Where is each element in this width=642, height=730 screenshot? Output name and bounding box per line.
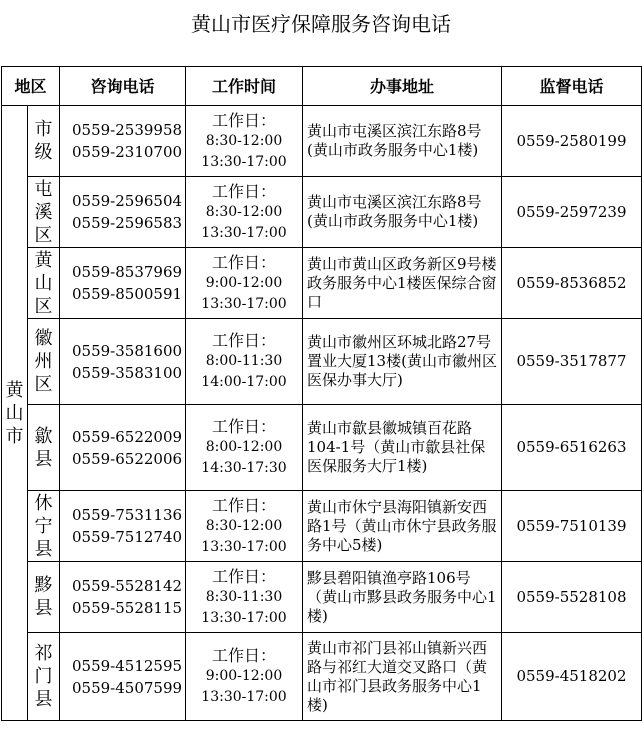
phone-number: 0559-4512595	[72, 656, 183, 675]
hours-morning: 8:30-11:30	[205, 588, 283, 605]
header-phone: 咨询电话	[60, 67, 186, 106]
table-row	[2, 405, 642, 491]
phone-number: 0559-2596583	[72, 214, 183, 232]
phone-number: 0559-2310700	[72, 143, 183, 161]
phone-number: 0559-4507599	[72, 678, 183, 697]
hours-afternoon: 13:30-17:00	[201, 538, 287, 555]
district-cell	[28, 491, 60, 562]
address-cell: 黄山市屯溪区滨江东路8号(黄山市政务服务中心1楼)	[303, 106, 502, 177]
district-cell	[28, 405, 60, 491]
hours-cell	[186, 491, 303, 562]
table-row	[2, 562, 642, 633]
address-cell: 黄山市休宁县海阳镇新安西路1号（黄山市休宁县政务服务中心5楼)	[303, 491, 502, 562]
page-title: 黄山市医疗保障服务咨询电话	[191, 12, 451, 36]
table-row	[2, 319, 642, 405]
hours-morning: 9:00-12:00	[205, 668, 283, 684]
hours-label: 工作日：	[211, 252, 276, 272]
table-row	[2, 177, 642, 248]
phone-number: 0559-8500591	[72, 285, 183, 303]
table-row	[2, 491, 642, 562]
supervise-phone: 0559-6516263	[502, 405, 642, 491]
hours-morning: 8:00-12:00	[205, 439, 283, 455]
phone-number: 0559-7512740	[72, 528, 183, 546]
district-name: 市级	[34, 119, 53, 163]
district-name: 祁门县	[34, 643, 53, 710]
hours-afternoon: 13:30-17:00	[201, 153, 287, 170]
contact-table	[1, 66, 642, 721]
hours-label: 工作日：	[211, 495, 276, 515]
district-name: 休宁县	[34, 492, 53, 560]
hours-cell	[186, 248, 303, 319]
address-cell: 黟县碧阳镇渔亭路106号（黄山市黟县政务服务中心1楼)	[303, 562, 502, 633]
supervise-phone: 0559-8536852	[502, 248, 642, 319]
header-row	[2, 67, 642, 106]
address-cell: 黄山市屯溪区滨江东路8号(黄山市政务服务中心1楼)	[303, 177, 502, 248]
phone-cell	[60, 248, 186, 319]
phone-number: 0559-2539958	[72, 121, 183, 139]
phone-number: 0559-2596504	[72, 192, 183, 210]
supervise-phone: 0559-2580199	[502, 106, 642, 177]
hours-label: 工作日：	[211, 646, 276, 665]
city-cell	[2, 106, 28, 721]
hours-morning: 8:30-12:00	[205, 132, 283, 149]
district-cell	[28, 562, 60, 633]
hours-cell	[186, 633, 303, 721]
hours-label: 工作日：	[211, 110, 276, 130]
phone-number: 0559-7531136	[72, 506, 183, 524]
hours-cell	[186, 319, 303, 405]
hours-label: 工作日：	[211, 417, 276, 436]
hours-label: 工作日：	[211, 566, 276, 586]
address-cell: 黄山市祁门县祁山镇新兴西路与祁红大道交叉路口（黄山市祁门县政务服务中心1楼)	[303, 633, 502, 721]
phone-number: 0559-5528115	[72, 599, 183, 617]
district-name: 黄山区	[34, 249, 53, 317]
hours-afternoon: 14:00-17:00	[201, 374, 287, 390]
district-name: 黟县	[34, 575, 53, 619]
phone-cell	[60, 633, 186, 721]
address-cell: 黄山市歙县徽城镇百花路104-1号（黄山市歙县社保医保服务大厅1楼)	[303, 405, 502, 491]
hours-label: 工作日：	[211, 331, 276, 350]
phone-number: 0559-6522006	[72, 449, 183, 468]
phone-cell	[60, 319, 186, 405]
table-row	[2, 106, 642, 177]
city-name: 黄山市	[5, 379, 24, 447]
header-hours: 工作时间	[186, 67, 303, 106]
address-cell: 黄山市黄山区政务新区9号楼政务服务中心1楼医保综合窗口	[303, 248, 502, 319]
phone-number: 0559-5528142	[72, 577, 183, 595]
district-cell	[28, 248, 60, 319]
phone-cell	[60, 405, 186, 491]
phone-cell	[60, 491, 186, 562]
district-name: 歙县	[34, 425, 53, 470]
address-cell: 黄山市徽州区环城北路27号置业大厦13楼(黄山市徽州区医保办事大厅)	[303, 319, 502, 405]
hours-afternoon: 14:30-17:30	[201, 460, 287, 476]
hours-label: 工作日：	[211, 181, 276, 201]
hours-cell	[186, 177, 303, 248]
hours-morning: 9:00-12:00	[205, 274, 283, 291]
hours-morning: 8:00-11:30	[205, 353, 283, 369]
hours-cell	[186, 562, 303, 633]
district-name: 徽州区	[34, 328, 53, 395]
table-row	[2, 633, 642, 721]
district-cell	[28, 177, 60, 248]
phone-cell	[60, 562, 186, 633]
hours-morning: 8:30-12:00	[205, 203, 283, 220]
district-cell	[28, 106, 60, 177]
supervise-phone: 0559-7510139	[502, 491, 642, 562]
phone-number: 0559-6522009	[72, 427, 183, 446]
supervise-phone: 0559-4518202	[502, 633, 642, 721]
supervise-phone: 0559-5528108	[502, 562, 642, 633]
district-name: 屯溪区	[34, 178, 53, 246]
header-region: 地区	[2, 67, 60, 106]
header-address: 办事地址	[303, 67, 502, 106]
hours-afternoon: 13:30-17:00	[201, 224, 287, 241]
phone-number: 0559-3581600	[72, 341, 183, 360]
header-supervise: 监督电话	[502, 67, 642, 106]
hours-afternoon: 13:30-17:00	[201, 609, 287, 626]
table-row	[2, 248, 642, 319]
hours-morning: 8:30-12:00	[205, 517, 283, 534]
district-cell	[28, 633, 60, 721]
phone-cell	[60, 177, 186, 248]
hours-cell	[186, 405, 303, 491]
supervise-phone: 0559-3517877	[502, 319, 642, 405]
hours-afternoon: 13:30-17:00	[201, 295, 287, 312]
hours-afternoon: 13:30-17:00	[201, 689, 287, 705]
phone-cell	[60, 106, 186, 177]
phone-number: 0559-8537969	[72, 263, 183, 281]
district-cell	[28, 319, 60, 405]
phone-number: 0559-3583100	[72, 363, 183, 382]
supervise-phone: 0559-2597239	[502, 177, 642, 248]
hours-cell	[186, 106, 303, 177]
